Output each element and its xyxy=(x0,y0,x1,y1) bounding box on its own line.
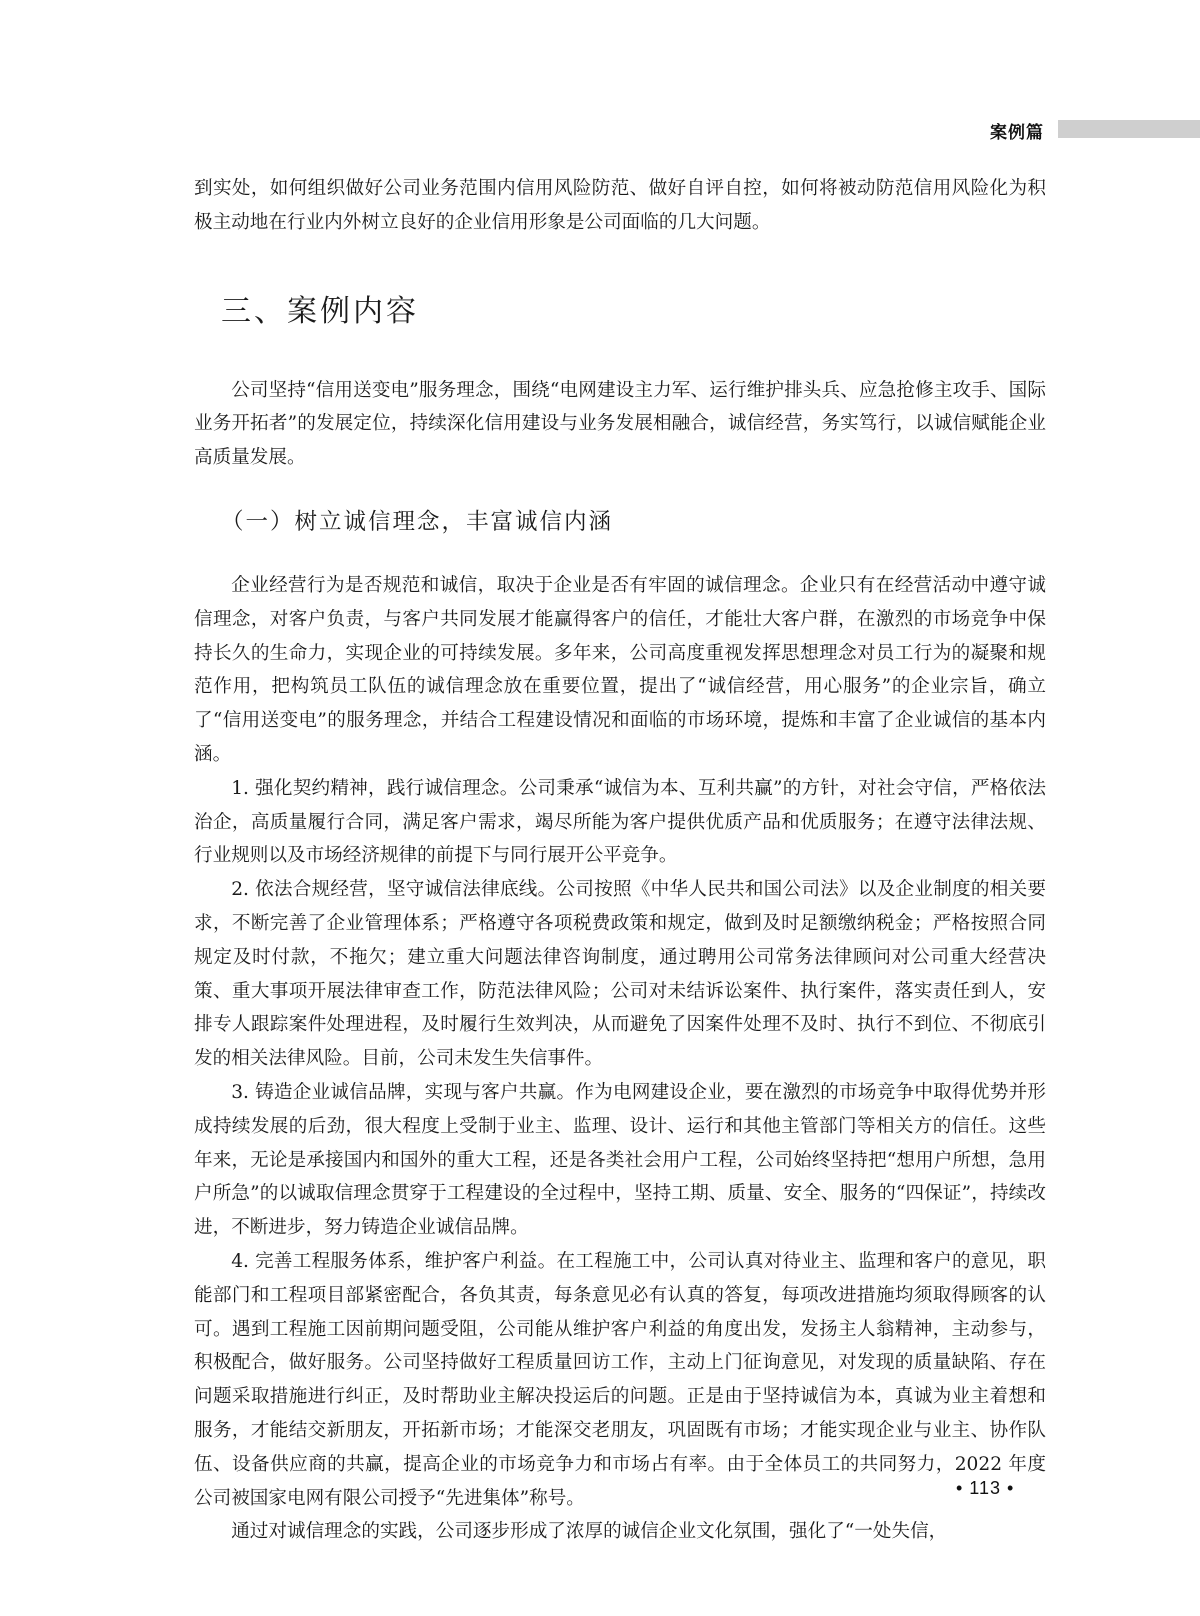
body-paragraph-2: 1. 强化契约精神，践行诚信理念。公司秉承“诚信为本、互利共赢”的方针，对社会守信，严格依法治企，高质量履行合同，满足客户需求，竭尽所能为客户提供优质产品和优质服务；在遵守法律法规、行业规则以及市场经济规律的前提下与同行展开公平竞争。 xyxy=(194,777,1046,867)
intro-paragraph: 到实处，如何组织做好公司业务范围内信用风险防范、做好自评自控，如何将被动防范信用风险化为积极主动地在行业内外树立良好的企业信用形象是公司面临的几大问题。 xyxy=(194,178,1046,233)
running-header-bar xyxy=(1058,120,1200,138)
subsection-heading: （一）树立诚信理念，丰富诚信内涵 xyxy=(221,508,614,535)
section-heading: 三、案例内容 xyxy=(221,293,419,329)
body-paragraph-1: 企业经营行为是否规范和诚信，取决于企业是否有牢固的诚信理念。企业只有在经营活动中遵守诚信理念，对客户负责，与客户共同发展才能赢得客户的信任，才能壮大客户群，在激烈的市场竞争中保持长久的生命力，实现企业的可持续发展。多年来，公司高度重视发挥思想理念对员工行为的凝聚和规范作用，把构筑员工队伍的诚信理念放在重要位置，提出了“诚信经营，用心服务”的企业宗旨，确立了“信用送变电”的服务理念，并结合工程建设情况和面临的市场环境，提炼和丰富了企业诚信的基本内涵。 xyxy=(194,574,1046,765)
body-paragraph-3: 2. 依法合规经营，坚守诚信法律底线。公司按照《中华人民共和国公司法》以及企业制度的相关要求，不断完善了企业管理体系；严格遵守各项税费政策和规定，做到及时足额缴纳税金；严格按照合同规定及时付款，不拖欠；建立重大问题法律咨询制度，通过聘用公司常务法律顾问对公司重大经营决策、重大事项开展法律审查工作，防范法律风险；公司对未结诉讼案件、执行案件，落实责任到人，安排专人跟踪案件处理进程，及时履行生效判决，从而避免了因案件处理不及时、执行不到位、不彻底引发的相关法律风险。目前，公司未发生失信事件。 xyxy=(194,879,1046,1070)
page-number: • 113 • xyxy=(956,1478,1015,1498)
body-paragraph-5: 4. 完善工程服务体系，维护客户利益。在工程施工中，公司认真对待业主、监理和客户的意见，职能部门和工程项目部紧密配合，各负其责，每条意见必有认真的答复，每项改进措施均须取得顾客的认可。遇到工程施工因前期问题受阻，公司能从维护客户利益的角度出发，发扬主人翁精神，主动参与，积极配合，做好服务。公司坚持做好工程质量回访工作，主动上门征询意见，对发现的质量缺陷、存在问题采取措施进行纠正，及时帮助业主解决投运后的问题。正是由于坚持诚信为本，真诚为业主着想和服务，才能结交新朋友，开拓新市场；才能深交老朋友，巩固既有市场；才能实现企业与业主、协作队伍、设备供应商的共赢，提高企业的市场竞争力和市场占有率。由于全体员工的共同努力，2022 年度公司被国家电网有限公司授予“先进集体”称号。 xyxy=(194,1250,1046,1509)
section-paragraph: 公司坚持“信用送变电”服务理念，围绕“电网建设主力军、运行维护排头兵、应急抢修主攻手、国际业务开拓者”的发展定位，持续深化信用建设与业务发展相融合，诚信经营，务实笃行，以诚信赋能企业高质量发展。 xyxy=(194,379,1046,469)
body-paragraph-6: 通过对诚信理念的实践，公司逐步形成了浓厚的诚信企业文化氛围，强化了“一处失信， xyxy=(231,1521,948,1543)
running-header-label: 案例篇 xyxy=(990,123,1044,143)
body-paragraph-4: 3. 铸造企业诚信品牌，实现与客户共赢。作为电网建设企业，要在激烈的市场竞争中取得优势并形成持续发展的后劲，很大程度上受制于业主、监理、设计、运行和其他主管部门等相关方的信任。这些年来，无论是承接国内和国外的重大工程，还是各类社会用户工程，公司始终坚持把“想用户所想，急用户所急”的以诚取信理念贯穿于工程建设的全过程中，坚持工期、质量、安全、服务的“四保证”，持续改进，不断进步，努力铸造企业诚信品牌。 xyxy=(194,1081,1046,1239)
page-body xyxy=(194,172,1046,1549)
